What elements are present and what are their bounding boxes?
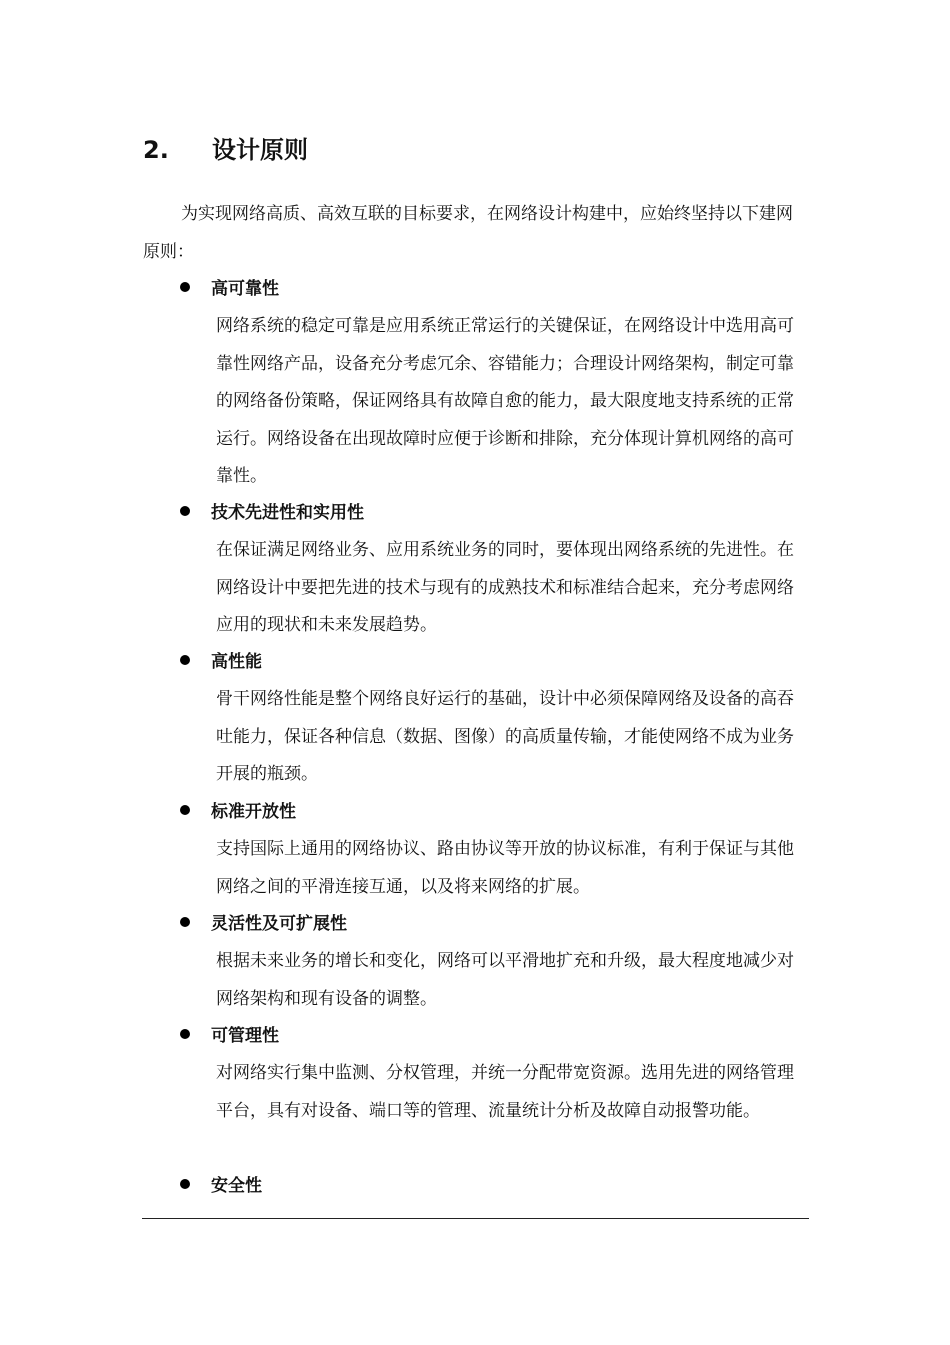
principle-body: 网络系统的稳定可靠是应用系统正常运行的关键保证，在网络设计中选用高可靠性网络产品，设备充分考虑冗余、容错能力；合理设计网络架构，制定可靠的网络备份策略，保证网络具有故障自愈的能力，最大限度地支持系统的正常运行。网络设备在出现故障时应便于诊断和排除，充分体现计算机网络的高可靠性。 — [216, 316, 794, 486]
section-number: 2. — [143, 136, 169, 164]
bullet-icon — [180, 917, 190, 927]
section-heading — [143, 134, 308, 166]
principle-body: 骨干网络性能是整个网络良好运行的基础，设计中必须保障网络及设备的高吞吐能力，保证各种信息（数据、图像）的高质量传输，才能使网络不成为业务开展的瓶颈。 — [216, 689, 794, 784]
principle-body: 在保证满足网络业务、应用系统业务的同时，要体现出网络系统的先进性。在网络设计中要把先进的技术与现有的成熟技术和标准结合起来，充分考虑网络应用的现状和未来发展趋势。 — [216, 540, 794, 635]
principle-body: 对网络实行集中监测、分权管理，并统一分配带宽资源。选用先进的网络管理平台，具有对设备、端口等的管理、流量统计分析及故障自动报警功能。 — [216, 1063, 794, 1121]
principle-title: 高可靠性 — [180, 271, 800, 308]
principle-title: 标准开放性 — [180, 794, 800, 831]
principle-title: 可管理性 — [180, 1018, 800, 1055]
principle-title: 技术先进性和实用性 — [180, 495, 800, 532]
intro-paragraph: 为实现网络高质、高效互联的目标要求，在网络设计构建中，应始终坚持以下建网原则： — [143, 204, 793, 262]
section-title: 设计原则 — [212, 136, 308, 164]
bullet-icon — [180, 1179, 190, 1189]
bullet-icon — [180, 282, 190, 292]
principle-title: 高性能 — [180, 644, 800, 681]
bullet-icon — [180, 805, 190, 815]
bullet-icon — [180, 506, 190, 516]
principle-body: 支持国际上通用的网络协议、路由协议等开放的协议标准，有利于保证与其他网络之间的平滑连接互通，以及将来网络的扩展。 — [216, 839, 794, 897]
principle-body: 根据未来业务的增长和变化，网络可以平滑地扩充和升级，最大程度地减少对网络架构和现有设备的调整。 — [216, 951, 794, 1009]
bullet-icon — [180, 655, 190, 665]
principle-title: 灵活性及可扩展性 — [180, 906, 800, 943]
footer-divider — [142, 1218, 809, 1219]
bullet-icon — [180, 1029, 190, 1039]
principle-title: 安全性 — [180, 1168, 800, 1205]
